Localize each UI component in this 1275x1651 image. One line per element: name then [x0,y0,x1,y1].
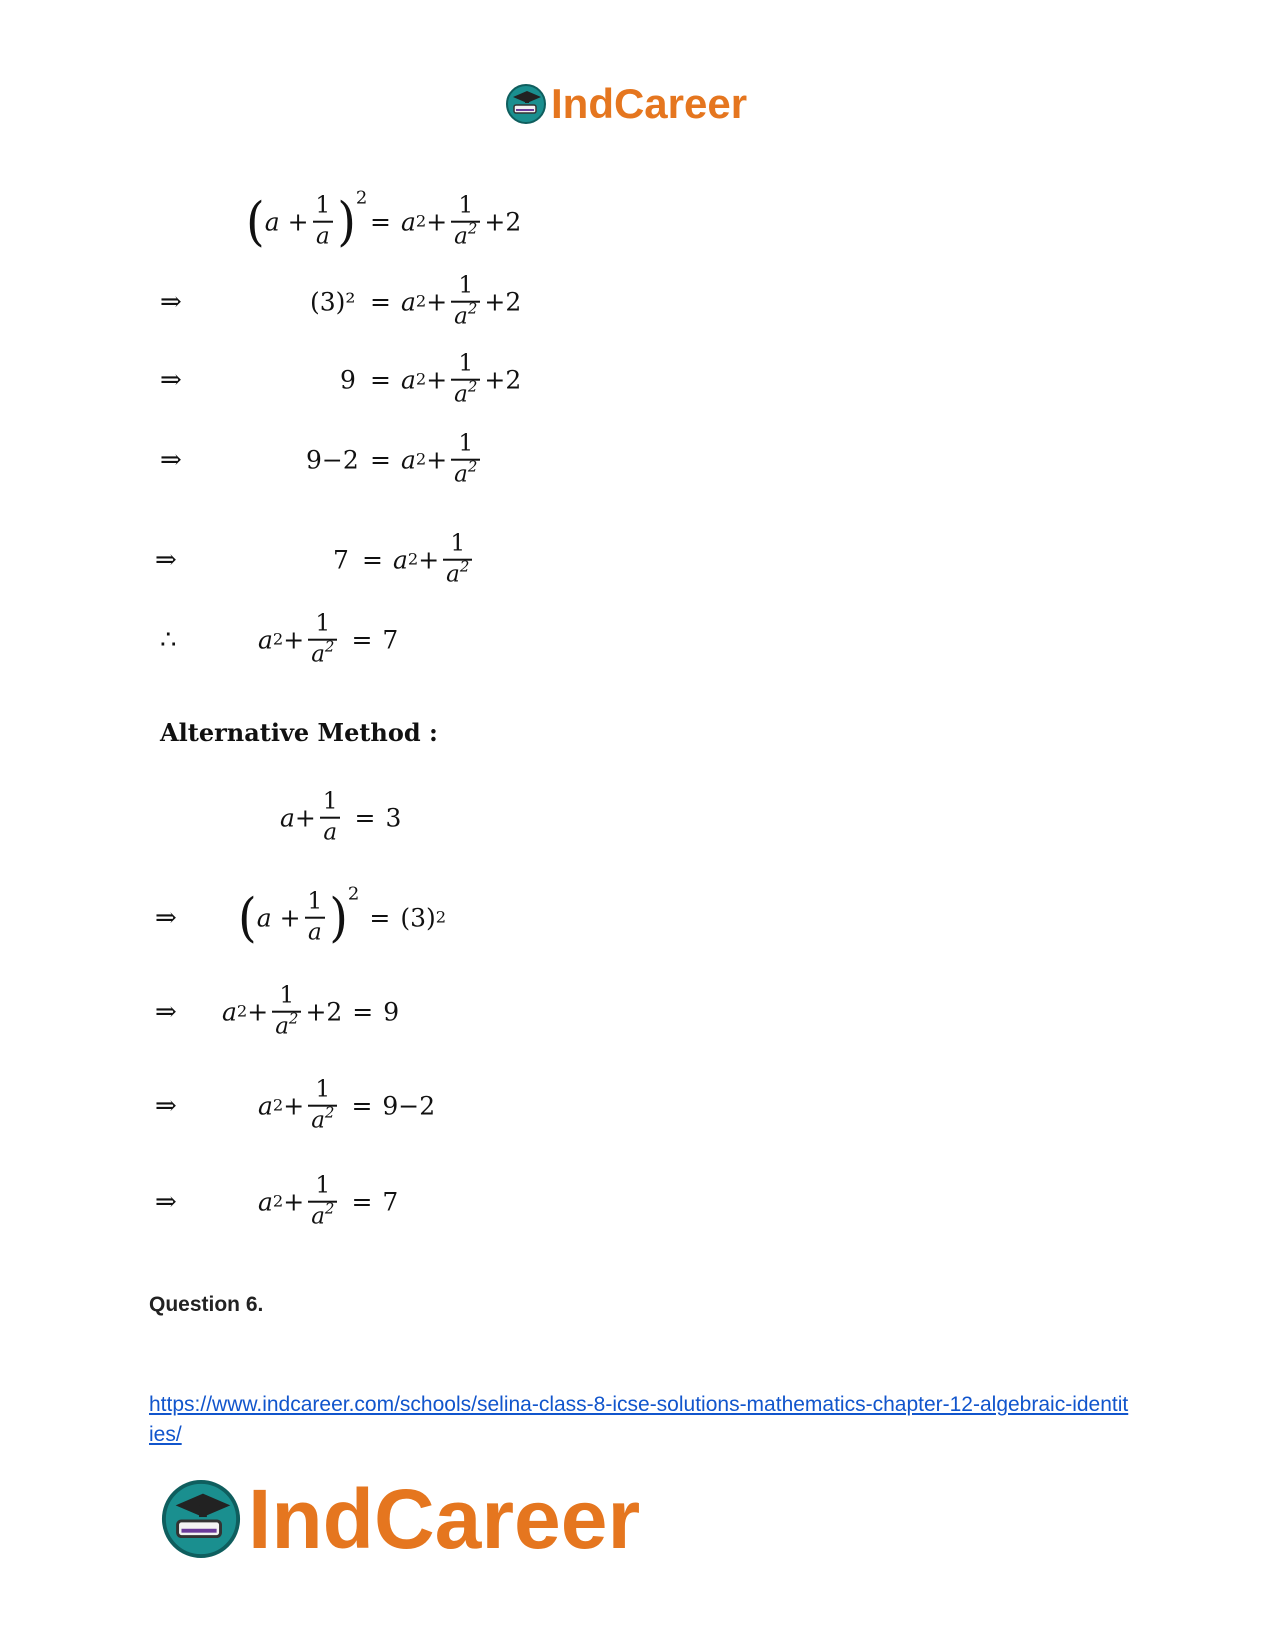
therefore-symbol: ∴ [160,625,177,655]
equation-lhs: 7 [333,545,349,575]
implies-symbol: ⇒ [155,903,177,933]
equation-lhs: (3)² [310,287,356,317]
equation-lhs: a 2 + $\frac{1}{a^2}$ = 7 [258,610,399,668]
logo-text: IndCareer [551,80,748,127]
implies-symbol: ⇒ [155,1187,177,1217]
equation-lhs: ( a + $\frac{1}{a}$ ) 2 = (3) 2 [238,883,447,949]
implies-symbol: ⇒ [160,365,182,395]
source-link[interactable]: https://www.indcareer.com/schools/selina-class-8-icse-solutions-mathematics-chapter-12-algebraic-identities/ [149,1393,1129,1446]
implies-symbol: ⇒ [155,545,177,575]
equation-row-6 [0,610,700,670]
equation-rhs: = a 2 + $\frac{1}{a^2}$ [352,532,476,589]
equation-row-4 [0,430,700,490]
alt-equation-row-5 [0,1172,700,1232]
equation-lhs: 9 [340,365,356,395]
logo-text: IndCareer [248,1471,641,1566]
question-label: Question 6. [149,1293,264,1316]
implies-symbol: ⇒ [155,997,177,1027]
equation-lhs: 9−2 [306,445,359,475]
equation-lhs: a + $\frac{1}{a}$ = 3 [280,788,402,846]
alt-equation-row-4 [0,1076,700,1136]
implies-symbol: ⇒ [160,445,182,475]
equation-lhs: ( a + $\frac{1}{a}$ ) 2 [246,187,368,253]
header-logo [505,82,747,126]
equation-row-5 [0,530,700,590]
implies-symbol: ⇒ [160,287,182,317]
equation-rhs: = a 2 + $\frac{1}{a^2}$ + 2 [370,192,522,250]
equation-lhs: a 2 + $\frac{1}{a^2}$ + 2 = 9 [222,982,400,1040]
graduation-cap-book-globe-icon [505,83,547,125]
equation-rhs: = a 2 + $\frac{1}{a^2}$ + 2 [370,272,522,330]
alternative-method-heading: Alternative Method : [160,718,438,747]
alt-equation-row-1 [0,788,700,848]
equation-rhs: = a 2 + $\frac{1}{a^2}$ + 2 [370,350,522,408]
equation-row-1 [0,187,700,253]
equation-row-2 [0,272,700,332]
alt-equation-row-3 [0,982,700,1042]
alt-equation-row-2 [0,883,700,949]
footer-logo [160,1471,641,1566]
graduation-cap-book-globe-icon [160,1478,242,1560]
equation-lhs: a 2 + $\frac{1}{a^2}$ = 7 [258,1172,399,1230]
equation-lhs: a 2 + $\frac{1}{a^2}$ = 9−2 [258,1076,436,1134]
equation-rhs: = a 2 + $\frac{1}{a^2}$ [360,432,484,489]
implies-symbol: ⇒ [155,1091,177,1121]
equation-row-3 [0,350,700,410]
